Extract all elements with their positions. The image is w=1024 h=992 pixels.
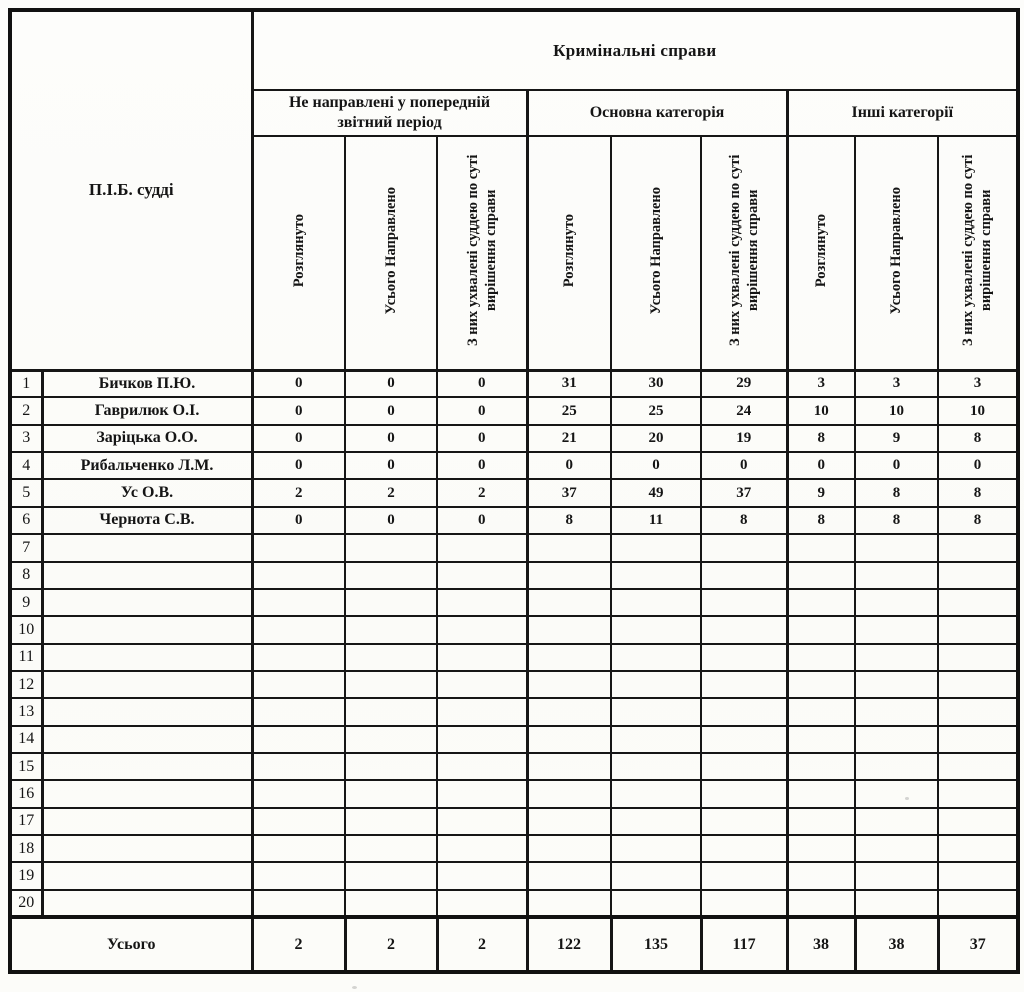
value-cell: 0 — [345, 397, 437, 424]
value-cell — [611, 671, 701, 698]
value-cell — [787, 780, 855, 807]
value-cell: 0 — [252, 425, 345, 452]
value-cell — [527, 808, 611, 835]
value-cell: 8 — [527, 507, 611, 534]
value-cell — [701, 562, 787, 589]
group-header-other-categories: Інші категорії — [787, 90, 1018, 136]
value-cell: 0 — [345, 425, 437, 452]
value-cell — [855, 780, 938, 807]
value-cell — [252, 698, 345, 725]
total-value-cell: 117 — [701, 917, 787, 972]
value-cell: 37 — [527, 479, 611, 506]
value-cell — [701, 644, 787, 671]
col-header-total-directed: Усього Направлено — [345, 136, 437, 370]
value-cell — [787, 616, 855, 643]
judge-name-cell — [42, 644, 252, 671]
judge-name-cell: Чернота С.В. — [42, 507, 252, 534]
value-cell — [252, 562, 345, 589]
value-cell: 10 — [787, 397, 855, 424]
value-cell: 0 — [701, 452, 787, 479]
value-cell — [701, 671, 787, 698]
value-cell — [527, 698, 611, 725]
value-cell — [437, 780, 527, 807]
table-row — [10, 616, 1018, 643]
value-cell: 8 — [855, 507, 938, 534]
total-value-cell: 37 — [938, 917, 1018, 972]
total-value-cell: 38 — [855, 917, 938, 972]
judge-name-cell — [42, 753, 252, 780]
value-cell: 49 — [611, 479, 701, 506]
value-cell — [938, 780, 1018, 807]
table-row — [10, 479, 1018, 506]
row-number-cell: 13 — [10, 698, 42, 725]
table-row — [10, 753, 1018, 780]
value-cell: 0 — [252, 507, 345, 534]
value-cell — [345, 808, 437, 835]
value-cell — [345, 890, 437, 917]
value-cell — [437, 862, 527, 889]
table-row — [10, 835, 1018, 862]
value-cell — [701, 534, 787, 561]
value-cell — [527, 753, 611, 780]
value-cell — [611, 808, 701, 835]
value-cell — [345, 616, 437, 643]
value-cell — [345, 644, 437, 671]
value-cell: 0 — [855, 452, 938, 479]
total-value-cell: 2 — [252, 917, 345, 972]
value-cell: 3 — [855, 370, 938, 397]
value-cell — [252, 780, 345, 807]
value-cell: 3 — [938, 370, 1018, 397]
value-cell — [855, 589, 938, 616]
value-cell — [855, 616, 938, 643]
value-cell — [252, 644, 345, 671]
row-number-cell: 17 — [10, 808, 42, 835]
value-cell — [252, 671, 345, 698]
value-cell — [701, 780, 787, 807]
col-header-total-directed: Усього Направлено — [855, 136, 938, 370]
table-header — [10, 10, 1018, 370]
value-cell — [938, 862, 1018, 889]
value-cell — [855, 671, 938, 698]
table-row — [10, 397, 1018, 424]
value-cell: 0 — [787, 452, 855, 479]
value-cell — [855, 862, 938, 889]
judge-name-cell: Бичков П.Ю. — [42, 370, 252, 397]
value-cell — [437, 698, 527, 725]
judge-name-cell — [42, 726, 252, 753]
value-cell — [938, 671, 1018, 698]
total-value-cell: 122 — [527, 917, 611, 972]
value-cell — [938, 808, 1018, 835]
value-cell: 30 — [611, 370, 701, 397]
criminal-cases-table — [8, 8, 1020, 974]
col-header-decided-on-merits: З них ухвалені суддею по суті вирішення справи — [701, 136, 787, 370]
value-cell — [701, 726, 787, 753]
value-cell: 9 — [855, 425, 938, 452]
judge-name-cell: Заріцька О.О. — [42, 425, 252, 452]
row-number-cell: 6 — [10, 507, 42, 534]
value-cell — [611, 780, 701, 807]
total-value-cell: 2 — [437, 917, 527, 972]
judge-name-cell — [42, 698, 252, 725]
value-cell — [611, 616, 701, 643]
value-cell — [701, 753, 787, 780]
value-cell: 0 — [345, 452, 437, 479]
col-header-considered: Розглянуто — [252, 136, 345, 370]
row-number-cell: 15 — [10, 753, 42, 780]
value-cell: 0 — [938, 452, 1018, 479]
value-cell: 8 — [701, 507, 787, 534]
row-number-cell: 16 — [10, 780, 42, 807]
total-value-cell: 135 — [611, 917, 701, 972]
value-cell — [787, 808, 855, 835]
judge-name-cell — [42, 671, 252, 698]
value-cell — [437, 671, 527, 698]
value-cell: 8 — [938, 507, 1018, 534]
total-value-cell: 2 — [345, 917, 437, 972]
group-header-not-forwarded: Не направлені у попередній звітний період — [252, 90, 527, 136]
table-row — [10, 534, 1018, 561]
value-cell — [345, 562, 437, 589]
value-cell: 24 — [701, 397, 787, 424]
value-cell — [938, 890, 1018, 917]
table-row — [10, 808, 1018, 835]
value-cell — [787, 753, 855, 780]
value-cell — [437, 890, 527, 917]
value-cell: 25 — [611, 397, 701, 424]
judge-name-cell — [42, 808, 252, 835]
value-cell: 8 — [787, 425, 855, 452]
row-number-cell: 11 — [10, 644, 42, 671]
value-cell — [345, 671, 437, 698]
value-cell — [855, 808, 938, 835]
value-cell — [787, 890, 855, 917]
value-cell: 11 — [611, 507, 701, 534]
value-cell — [437, 753, 527, 780]
value-cell — [938, 589, 1018, 616]
value-cell — [611, 890, 701, 917]
row-number-cell: 10 — [10, 616, 42, 643]
row-number-cell: 12 — [10, 671, 42, 698]
value-cell — [855, 644, 938, 671]
value-cell: 8 — [787, 507, 855, 534]
table-title-cell: Кримінальні справи — [252, 10, 1018, 90]
value-cell — [345, 780, 437, 807]
col-header-decided-on-merits: З них ухвалені суддею по суті вирішення справи — [437, 136, 527, 370]
value-cell — [437, 589, 527, 616]
table-row — [10, 698, 1018, 725]
value-cell — [252, 753, 345, 780]
value-cell: 0 — [252, 452, 345, 479]
value-cell — [437, 726, 527, 753]
value-cell — [701, 890, 787, 917]
value-cell: 2 — [437, 479, 527, 506]
value-cell: 25 — [527, 397, 611, 424]
value-cell — [611, 698, 701, 725]
value-cell: 0 — [252, 370, 345, 397]
value-cell: 0 — [252, 397, 345, 424]
value-cell: 0 — [611, 452, 701, 479]
value-cell: 2 — [345, 479, 437, 506]
judge-name-cell — [42, 780, 252, 807]
value-cell — [787, 698, 855, 725]
value-cell: 29 — [701, 370, 787, 397]
value-cell — [611, 644, 701, 671]
value-cell — [701, 862, 787, 889]
row-number-cell: 18 — [10, 835, 42, 862]
value-cell: 0 — [437, 370, 527, 397]
value-cell — [787, 589, 855, 616]
value-cell — [437, 534, 527, 561]
col-header-considered: Розглянуто — [787, 136, 855, 370]
value-cell: 21 — [527, 425, 611, 452]
table-row — [10, 890, 1018, 917]
value-cell — [527, 616, 611, 643]
scanned-document-page — [0, 8, 1024, 992]
table-row — [10, 507, 1018, 534]
value-cell — [787, 671, 855, 698]
total-value-cell: 38 — [787, 917, 855, 972]
value-cell — [527, 862, 611, 889]
judge-name-cell — [42, 890, 252, 917]
value-cell — [611, 753, 701, 780]
value-cell — [787, 726, 855, 753]
total-label-cell: Усього — [10, 917, 252, 972]
value-cell — [938, 753, 1018, 780]
total-row — [10, 917, 1018, 972]
value-cell — [345, 589, 437, 616]
value-cell — [252, 835, 345, 862]
corner-header-cell: П.І.Б. судді — [10, 10, 252, 370]
row-number-cell: 4 — [10, 452, 42, 479]
judge-name-cell: Ус О.В. — [42, 479, 252, 506]
value-cell — [855, 562, 938, 589]
col-header-total-directed: Усього Направлено — [611, 136, 701, 370]
value-cell — [701, 835, 787, 862]
value-cell — [527, 780, 611, 807]
value-cell — [701, 698, 787, 725]
value-cell: 20 — [611, 425, 701, 452]
value-cell — [437, 808, 527, 835]
value-cell: 3 — [787, 370, 855, 397]
table-row — [10, 726, 1018, 753]
judge-name-cell — [42, 862, 252, 889]
value-cell: 37 — [701, 479, 787, 506]
value-cell — [252, 726, 345, 753]
value-cell — [345, 534, 437, 561]
value-cell — [437, 562, 527, 589]
value-cell — [437, 616, 527, 643]
value-cell: 2 — [252, 479, 345, 506]
row-number-cell: 3 — [10, 425, 42, 452]
table-row — [10, 562, 1018, 589]
table-row — [10, 452, 1018, 479]
value-cell — [437, 835, 527, 862]
value-cell — [527, 671, 611, 698]
value-cell — [527, 589, 611, 616]
value-cell — [938, 562, 1018, 589]
row-number-cell: 8 — [10, 562, 42, 589]
value-cell — [787, 862, 855, 889]
value-cell — [787, 644, 855, 671]
table-row — [10, 671, 1018, 698]
value-cell — [938, 534, 1018, 561]
judge-name-cell: Рибальченко Л.М. — [42, 452, 252, 479]
row-number-cell: 9 — [10, 589, 42, 616]
row-number-cell: 1 — [10, 370, 42, 397]
value-cell — [938, 698, 1018, 725]
value-cell — [787, 562, 855, 589]
judge-name-cell — [42, 589, 252, 616]
table-row — [10, 780, 1018, 807]
value-cell — [345, 862, 437, 889]
value-cell — [252, 534, 345, 561]
group-header-main-category: Основна категорія — [527, 90, 787, 136]
value-cell — [345, 753, 437, 780]
judge-name-cell — [42, 835, 252, 862]
value-cell — [701, 616, 787, 643]
value-cell — [252, 616, 345, 643]
value-cell — [611, 589, 701, 616]
value-cell — [527, 562, 611, 589]
table-body — [10, 370, 1018, 917]
value-cell — [252, 589, 345, 616]
value-cell — [527, 726, 611, 753]
value-cell: 0 — [345, 507, 437, 534]
table-row — [10, 644, 1018, 671]
table-row — [10, 370, 1018, 397]
row-number-cell: 14 — [10, 726, 42, 753]
value-cell — [527, 835, 611, 862]
value-cell: 10 — [855, 397, 938, 424]
value-cell: 9 — [787, 479, 855, 506]
judge-name-cell — [42, 562, 252, 589]
value-cell: 0 — [437, 507, 527, 534]
value-cell: 8 — [938, 479, 1018, 506]
value-cell — [611, 726, 701, 753]
value-cell — [611, 862, 701, 889]
col-header-decided-on-merits: З них ухвалені суддею по суті вирішення справи — [938, 136, 1018, 370]
value-cell — [787, 534, 855, 561]
row-number-cell: 7 — [10, 534, 42, 561]
row-number-cell: 2 — [10, 397, 42, 424]
value-cell: 10 — [938, 397, 1018, 424]
value-cell: 31 — [527, 370, 611, 397]
value-cell — [855, 534, 938, 561]
value-cell — [938, 835, 1018, 862]
value-cell: 0 — [345, 370, 437, 397]
value-cell — [345, 835, 437, 862]
value-cell — [252, 890, 345, 917]
value-cell — [252, 808, 345, 835]
table-row — [10, 425, 1018, 452]
value-cell: 8 — [855, 479, 938, 506]
value-cell: 0 — [527, 452, 611, 479]
col-header-considered: Розглянуто — [527, 136, 611, 370]
judge-name-cell — [42, 534, 252, 561]
judge-name-cell — [42, 616, 252, 643]
row-number-cell: 20 — [10, 890, 42, 917]
value-cell — [855, 753, 938, 780]
value-cell — [701, 808, 787, 835]
title-row — [10, 10, 1018, 90]
value-cell — [701, 589, 787, 616]
value-cell — [787, 835, 855, 862]
value-cell: 0 — [437, 397, 527, 424]
scan-speckle — [352, 986, 357, 989]
value-cell: 8 — [938, 425, 1018, 452]
value-cell — [527, 534, 611, 561]
value-cell — [855, 726, 938, 753]
value-cell: 0 — [437, 425, 527, 452]
value-cell — [611, 534, 701, 561]
value-cell — [938, 644, 1018, 671]
value-cell — [527, 644, 611, 671]
value-cell — [855, 835, 938, 862]
value-cell: 19 — [701, 425, 787, 452]
value-cell — [345, 698, 437, 725]
value-cell — [938, 726, 1018, 753]
value-cell — [437, 644, 527, 671]
value-cell — [527, 890, 611, 917]
value-cell: 0 — [437, 452, 527, 479]
table-footer — [10, 917, 1018, 972]
value-cell — [611, 562, 701, 589]
value-cell — [855, 698, 938, 725]
judge-name-cell: Гаврилюк О.І. — [42, 397, 252, 424]
value-cell — [938, 616, 1018, 643]
row-number-cell: 5 — [10, 479, 42, 506]
value-cell — [855, 890, 938, 917]
value-cell — [252, 862, 345, 889]
row-number-cell: 19 — [10, 862, 42, 889]
value-cell — [611, 835, 701, 862]
table-row — [10, 589, 1018, 616]
value-cell — [345, 726, 437, 753]
table-row — [10, 862, 1018, 889]
